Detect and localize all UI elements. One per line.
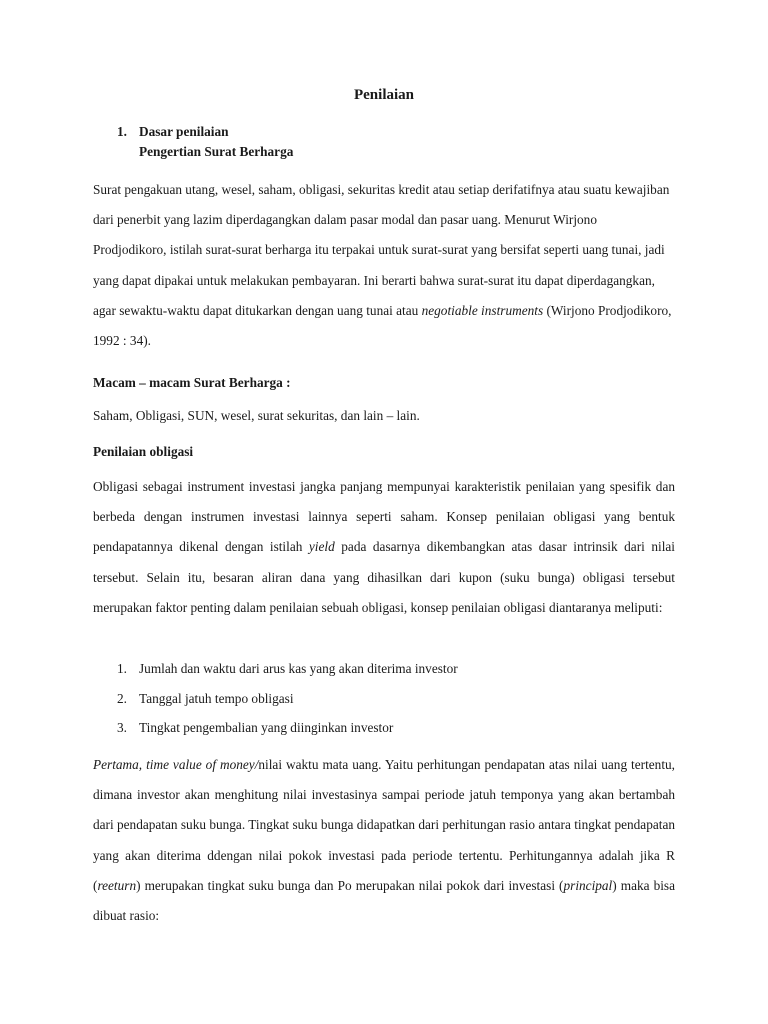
section-title: Dasar penilaian bbox=[139, 124, 229, 139]
paragraph-obligasi bbox=[93, 472, 675, 623]
paragraph-obligasi-italic: yield bbox=[308, 539, 335, 555]
paragraph-time-value bbox=[93, 750, 675, 931]
page-title: Penilaian bbox=[353, 87, 414, 103]
paragraph-time-value-text-2: ) merupakan tingkat suku bunga dan Po merupakan nilai pokok dari investasi ( bbox=[136, 877, 564, 893]
paragraph-obligasi-text: Obligasi sebagai instrument investasi jangka panjang mempunyai karakteristik penilaian yang spesifik dan berbeda dengan instrumen investasi lainnya seperti saham. Konsep penilaian obligasi yang bentuk pendapatannya dikenal dengan istilah bbox=[93, 479, 675, 555]
paragraph-definition bbox=[93, 175, 673, 356]
paragraph-time-value-italic: Pertama, time value of money/ bbox=[93, 757, 259, 772]
paragraph-definition-text: Surat pengakuan utang, wesel, saham, obligasi, sekuritas kredit atau setiap derifatifnya atau suatu kewajiban dari penerbit yang lazim diperdagangkan dalam pasar modal dan pasar uang. Menurut Wirjono Prodjodikoro, istilah surat-surat berharga itu terpakai untuk surat-surat yang bersifat seperti uang tunai, jadi yang dapat dipakai untuk melakukan pembayaran. Ini berarti bahwa surat-surat itu dapat diperdagangkan, agar sewaktu-waktu dapat ditukarkan dengan uang tunai atau bbox=[93, 182, 670, 318]
section-heading bbox=[117, 124, 229, 140]
list-item: 2. Tanggal jatuh tempo obligasi bbox=[117, 690, 294, 706]
paragraph-definition-citation: (Wirjono Prodjodikoro, 1992 : 34). bbox=[93, 302, 672, 349]
paragraph-definition-italic: negotiable instruments bbox=[421, 302, 544, 318]
paragraph-time-value-text: nilai waktu mata uang. Yaitu perhitungan pendapatan atas nilai uang tertentu, dimana investor akan menghitung nilai investasinya sampai periode jatuh temponya yang akan bertambah dari pendapatan suku bunga. Tingkat suku bunga didapatkan dari perhitungan rasio antara tingkat pendapatan yang akan diterima ddengan nilai pokok investasi pada periode tertentu. Perhitungannya adalah jika R ( bbox=[93, 757, 675, 893]
macam-list-text: Saham, Obligasi, SUN, wesel, surat sekuritas, dan lain – lain. bbox=[93, 408, 420, 423]
concept-list bbox=[117, 661, 458, 750]
macam-heading: Macam – macam Surat Berharga : bbox=[93, 375, 291, 390]
obligasi-heading: Penilaian obligasi bbox=[93, 444, 194, 459]
section-subtitle: Pengertian Surat Berharga bbox=[139, 144, 294, 159]
paragraph-time-value-italic-2: reeturn bbox=[97, 877, 137, 893]
list-item: 3. Tingkat pengembalian yang diinginkan investor bbox=[117, 720, 394, 735]
list-item: 1. Jumlah dan waktu dari arus kas yang akan diterima investor bbox=[117, 661, 458, 676]
paragraph-time-value-text-3: ) maka bisa dibuat rasio: bbox=[93, 877, 675, 924]
section-subheading bbox=[117, 144, 293, 160]
section-number: 1. bbox=[117, 124, 127, 139]
paragraph-time-value-italic-3: principal bbox=[563, 877, 613, 893]
paragraph-obligasi-text-2: pada dasarnya dikembangkan atas dasar intrinsik dari nilai tersebut. Selain itu, besaran aliran dana yang dihasilkan dari kupon (suku bunga) obligasi tersebut merupakan faktor penting dalam penilaian sebuah obligasi, konsep penilaian obligasi diantaranya meliputi: bbox=[93, 539, 675, 615]
